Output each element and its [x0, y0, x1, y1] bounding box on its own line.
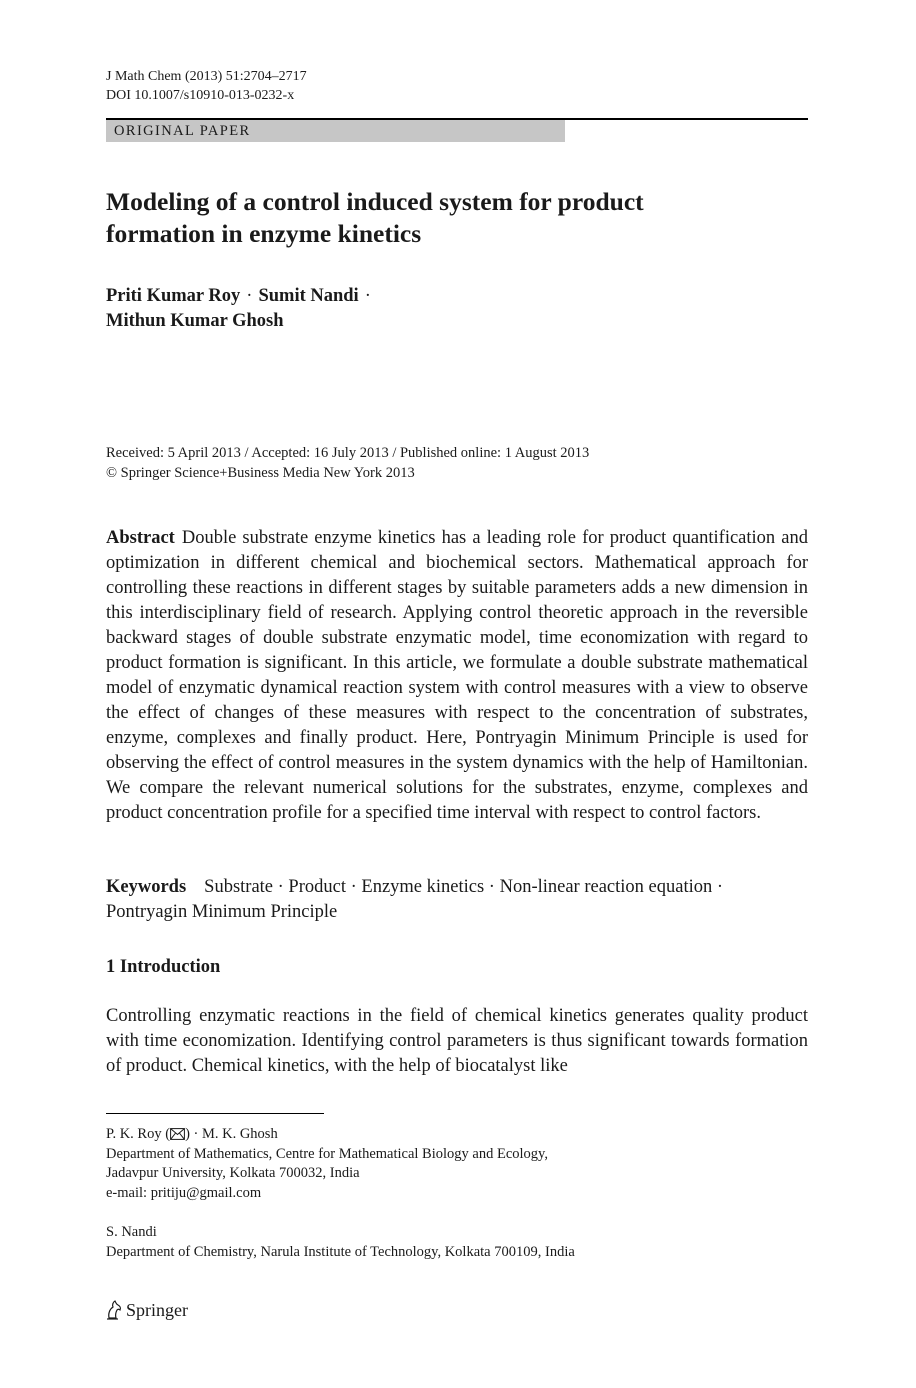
- doi: DOI 10.1007/s10910-013-0232-x: [106, 88, 295, 103]
- affiliation-1-department: Department of Mathematics, Centre for Mathematical Biology and Ecology,: [106, 1145, 548, 1162]
- author-1: Priti Kumar Roy: [106, 286, 241, 306]
- publisher-logo: [106, 1298, 188, 1322]
- abstract: [106, 526, 808, 826]
- envelope-icon: [170, 1128, 185, 1140]
- springer-horse-icon: [106, 1300, 122, 1320]
- author-separator: ·: [246, 286, 253, 306]
- title-line-2: formation in enzyme kinetics: [106, 219, 422, 248]
- paper-type-banner: ORIGINAL PAPER: [106, 120, 565, 142]
- author-2: Sumit Nandi: [258, 286, 359, 306]
- introduction-text: Controlling enzymatic reactions in the field of chemical kinetics generates quality product with time economization. Identifying control parameters is thus significant towards formation of product. Chemical kinetics, with the help of biocatalyst like: [106, 1006, 808, 1076]
- publisher-name: Springer: [126, 1300, 188, 1320]
- publication-dates: Received: 5 April 2013 / Accepted: 16 July 2013 / Published online: 1 August 2013: [106, 445, 590, 461]
- keywords-text: Substrate · Product · Enzyme kinetics · Non-linear reaction equation · Pontryagin Minimum Principle: [106, 877, 724, 922]
- affiliation-1: [106, 1125, 548, 1203]
- copyright-notice: © Springer Science+Business Media New York 2013: [106, 465, 415, 481]
- section-heading-introduction: 1 Introduction: [106, 957, 221, 977]
- affiliation-2-department: Department of Chemistry, Narula Institute of Technology, Kolkata 700109, India: [106, 1243, 575, 1260]
- author-list: [106, 284, 666, 334]
- author-separator: ·: [364, 286, 371, 306]
- article-title: [106, 186, 786, 250]
- keywords-label: Keywords: [106, 877, 187, 897]
- affiliation-1-names: P. K. Roy ( ) · M. K. Ghosh: [106, 1126, 278, 1142]
- author-3: Mithun Kumar Ghosh: [106, 311, 284, 331]
- footnote-rule: [106, 1113, 324, 1114]
- affiliation-2-name: S. Nandi: [106, 1224, 157, 1240]
- journal-reference: J Math Chem (2013) 51:2704–2717: [106, 69, 307, 84]
- affiliation-1-email: e-mail: pritiju@gmail.com: [106, 1184, 262, 1201]
- article-history: [106, 443, 589, 483]
- affiliation-2: [106, 1223, 575, 1262]
- affiliation-1-university: Jadavpur University, Kolkata 700032, India: [106, 1165, 360, 1181]
- keywords: [106, 875, 808, 925]
- abstract-label: Abstract: [106, 528, 175, 548]
- abstract-text: Double substrate enzyme kinetics has a leading role for product quantification and optimization in different chemical and biochemical sectors. Mathematical approach for controlling these reactions in different stages by suitable parameters adds a new dimension in this interdisciplinary field of research. Applying control theoretic approach in the reversible backward stages of double substrate enzymatic model, time economization with regard to product formation is significant. In this article, we formulate a double substrate mathematical model of enzymatic dynamical reaction system with control measures with a view to observe the effect of changes of these measures with respect to the concentration of substrates, enzyme, complexes and finally product. Here, Pontryagin Minimum Principle is used for observing the effect of control measures in the system dynamics with the help of Hamiltonian. We compare the relevant numerical solutions for the substrates, enzyme, complexes and product concentration profile for a specified time interval with respect to control factors.: [106, 528, 808, 823]
- title-line-1: Modeling of a control induced system for product: [106, 187, 644, 216]
